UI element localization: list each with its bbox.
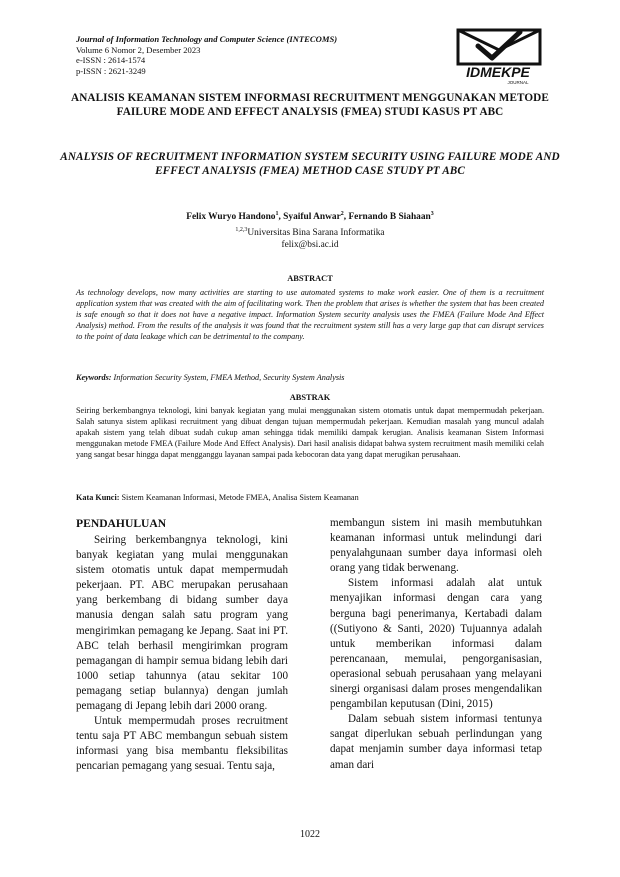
affiliation: [60, 224, 560, 240]
keywords-indonesian: [76, 492, 544, 503]
author-2-sup: 2: [340, 211, 344, 217]
author-3: Fernando B Siahaan: [348, 212, 431, 223]
abstract-english-text: As technology develops, now many activities are starting to use automated systems to make work easier. One of them is a recruitment application system that was created with the aim of facilitating work. Then the problem that arises is whether the system that has been created is safe enough so that it does not have a negative impact. Information System security analysis uses the FMEA (Failure Mode And Effect Analysis) method. From the results of the analysis it was found that the recruitment system still has a very large gap that can disrupt services to the point of data leakage which can be detrimental to the company.: [76, 288, 544, 342]
abstrak-label: ABSTRAK: [289, 393, 331, 402]
journal-name: Journal of Information Technology and Computer Science (INTECOMS): [76, 34, 338, 44]
affiliation-sup: 1,2,3: [235, 226, 248, 233]
body-left-column: [76, 516, 288, 775]
author-2: Syaiful Anwar: [283, 212, 341, 223]
keywords-english: [76, 372, 544, 383]
journal-volume: Volume 6 Nomor 2, Desember 2023: [76, 44, 201, 55]
page-number: 1022: [300, 829, 320, 840]
kata-kunci-text: Sistem Keamanan Informasi, Metode FMEA, Analisa Sistem Keamanan: [119, 493, 359, 502]
author-1-sup: 1: [275, 211, 279, 217]
logo-text: IDMEKPE: [466, 64, 530, 80]
author-1: Felix Wuryo Handono: [186, 212, 276, 223]
body-paragraph-3: membangun sistem ini masih membutuhkan keamanan informasi untuk melindungi dari penyalahgunaan sumber daya informasi oleh orang yang tidak berwenang.: [330, 517, 542, 575]
author-3-sup: 3: [430, 211, 434, 217]
keywords-text: Information Security System, FMEA Method, Security System Analysis: [111, 373, 345, 382]
body-paragraph-1: Seiring berkembangnya teknologi, kini banyak kegiatan yang mulai menggunakan sistem otomatis untuk dapat mempermudah pekerjaan. PT. ABC merupakan perusahaan yang berkembang di bidang sumber daya manusia dengan salah satu program yang mengirimkan pemagang ke Jepang. Saat ini PT. ABC telah berhasil mengirimkan program pemagangan di hampir semua bidang lebih dari 1000 setiap tahunnya (atau sekitar 100 pemagang setiap bulannya) dengan jumlah pemagang di Jepang lebih dari 2000 orang.: [76, 534, 288, 713]
journal-pissn: p-ISSN : 2621-3249: [76, 65, 146, 76]
author-email: felix@bsi.ac.id: [281, 240, 339, 251]
journal-eissn: e-ISSN : 2614-1574: [76, 55, 146, 66]
author-block: [60, 208, 560, 251]
journal-logo: [448, 24, 548, 86]
section-heading: PENDAHULUAN: [76, 517, 167, 530]
kata-kunci-label: Kata Kunci:: [76, 493, 120, 502]
journal-header: [76, 34, 337, 76]
paper-title-english: ANALYSIS OF RECRUITMENT INFORMATION SYSTEM SECURITY USING FAILURE MODE AND EFFECT ANALYSIS (FMEA) METHOD CASE STUDY PT ABC: [60, 151, 560, 177]
logo-graphic: [448, 24, 548, 86]
abstract-indonesian-text: Seiring berkembangnya teknologi, kini banyak kegiatan yang mulai menggunakan sistem otomatis untuk dapat mempermudah pekerjaan. Salah satunya sistem aplikasi recruitment yang dibuat dengan tujuan mempermudah pekerjaan. Kemudian masalah yang muncul adalah apakah sistem yang telah dibuat sudah cukup aman sehingga tidak memiliki dampak kerugian. Analisis keamanan Sistem Informasi menggunakan metode FMEA (Failure Mode And Effect Analysis). Dari hasil analisis didapat bahwa system recruitment masih memiliki celah yang sangat besar hingga dapat mengganggu layanan sampai pada kebocoran data yang dapat merugikan perusahaan.: [76, 406, 544, 460]
body-paragraph-5: Dalam sebuah sistem informasi tentunya sangat diperlukan sebuah perlindungan yang dapat menjamin sumber daya informasi tetap aman dari: [330, 713, 542, 771]
paper-title-indonesian: ANALISIS KEAMANAN SISTEM INFORMASI RECRUITMENT MENGGUNAKAN METODE FAILURE MODE AND EFFECT ANALYSIS (FMEA) STUDI KASUS PT ABC: [71, 92, 549, 118]
logo-subtext: JOURNAL: [507, 80, 529, 85]
keywords-label: Keywords:: [76, 373, 112, 382]
body-paragraph-2: Untuk mempermudah proses recruitment tentu saja PT ABC membangun sebuah sistem informasi yang bisa membantu fleksibilitas pencarian pemagang yang sesuai. Tentu saja,: [76, 715, 288, 773]
body-right-column: [330, 516, 542, 773]
affiliation-text: Universitas Bina Sarana Informatika: [247, 227, 385, 238]
abstract-label: ABSTRACT: [287, 274, 333, 283]
body-paragraph-4: Sistem informasi adalah alat untuk menyajikan informasi dengan cara yang berguna bagi penerimanya, Kertabadi dalam ((Sutiyono & Santi, 2020) Tujuannya adalah untuk memberikan informasi dalam perencanaan, memulai, pengorganisasian, operasional sebuah perusahaan yang melayani sinergi organisasi dalam proses mengendalikan pengambilan keputusan (Dini, 2015): [330, 577, 542, 711]
author-names: Felix Wuryo Handono$^1$, Syaiful Anwar$^2$, Fernando B Siahaan$^3$: [186, 211, 434, 223]
